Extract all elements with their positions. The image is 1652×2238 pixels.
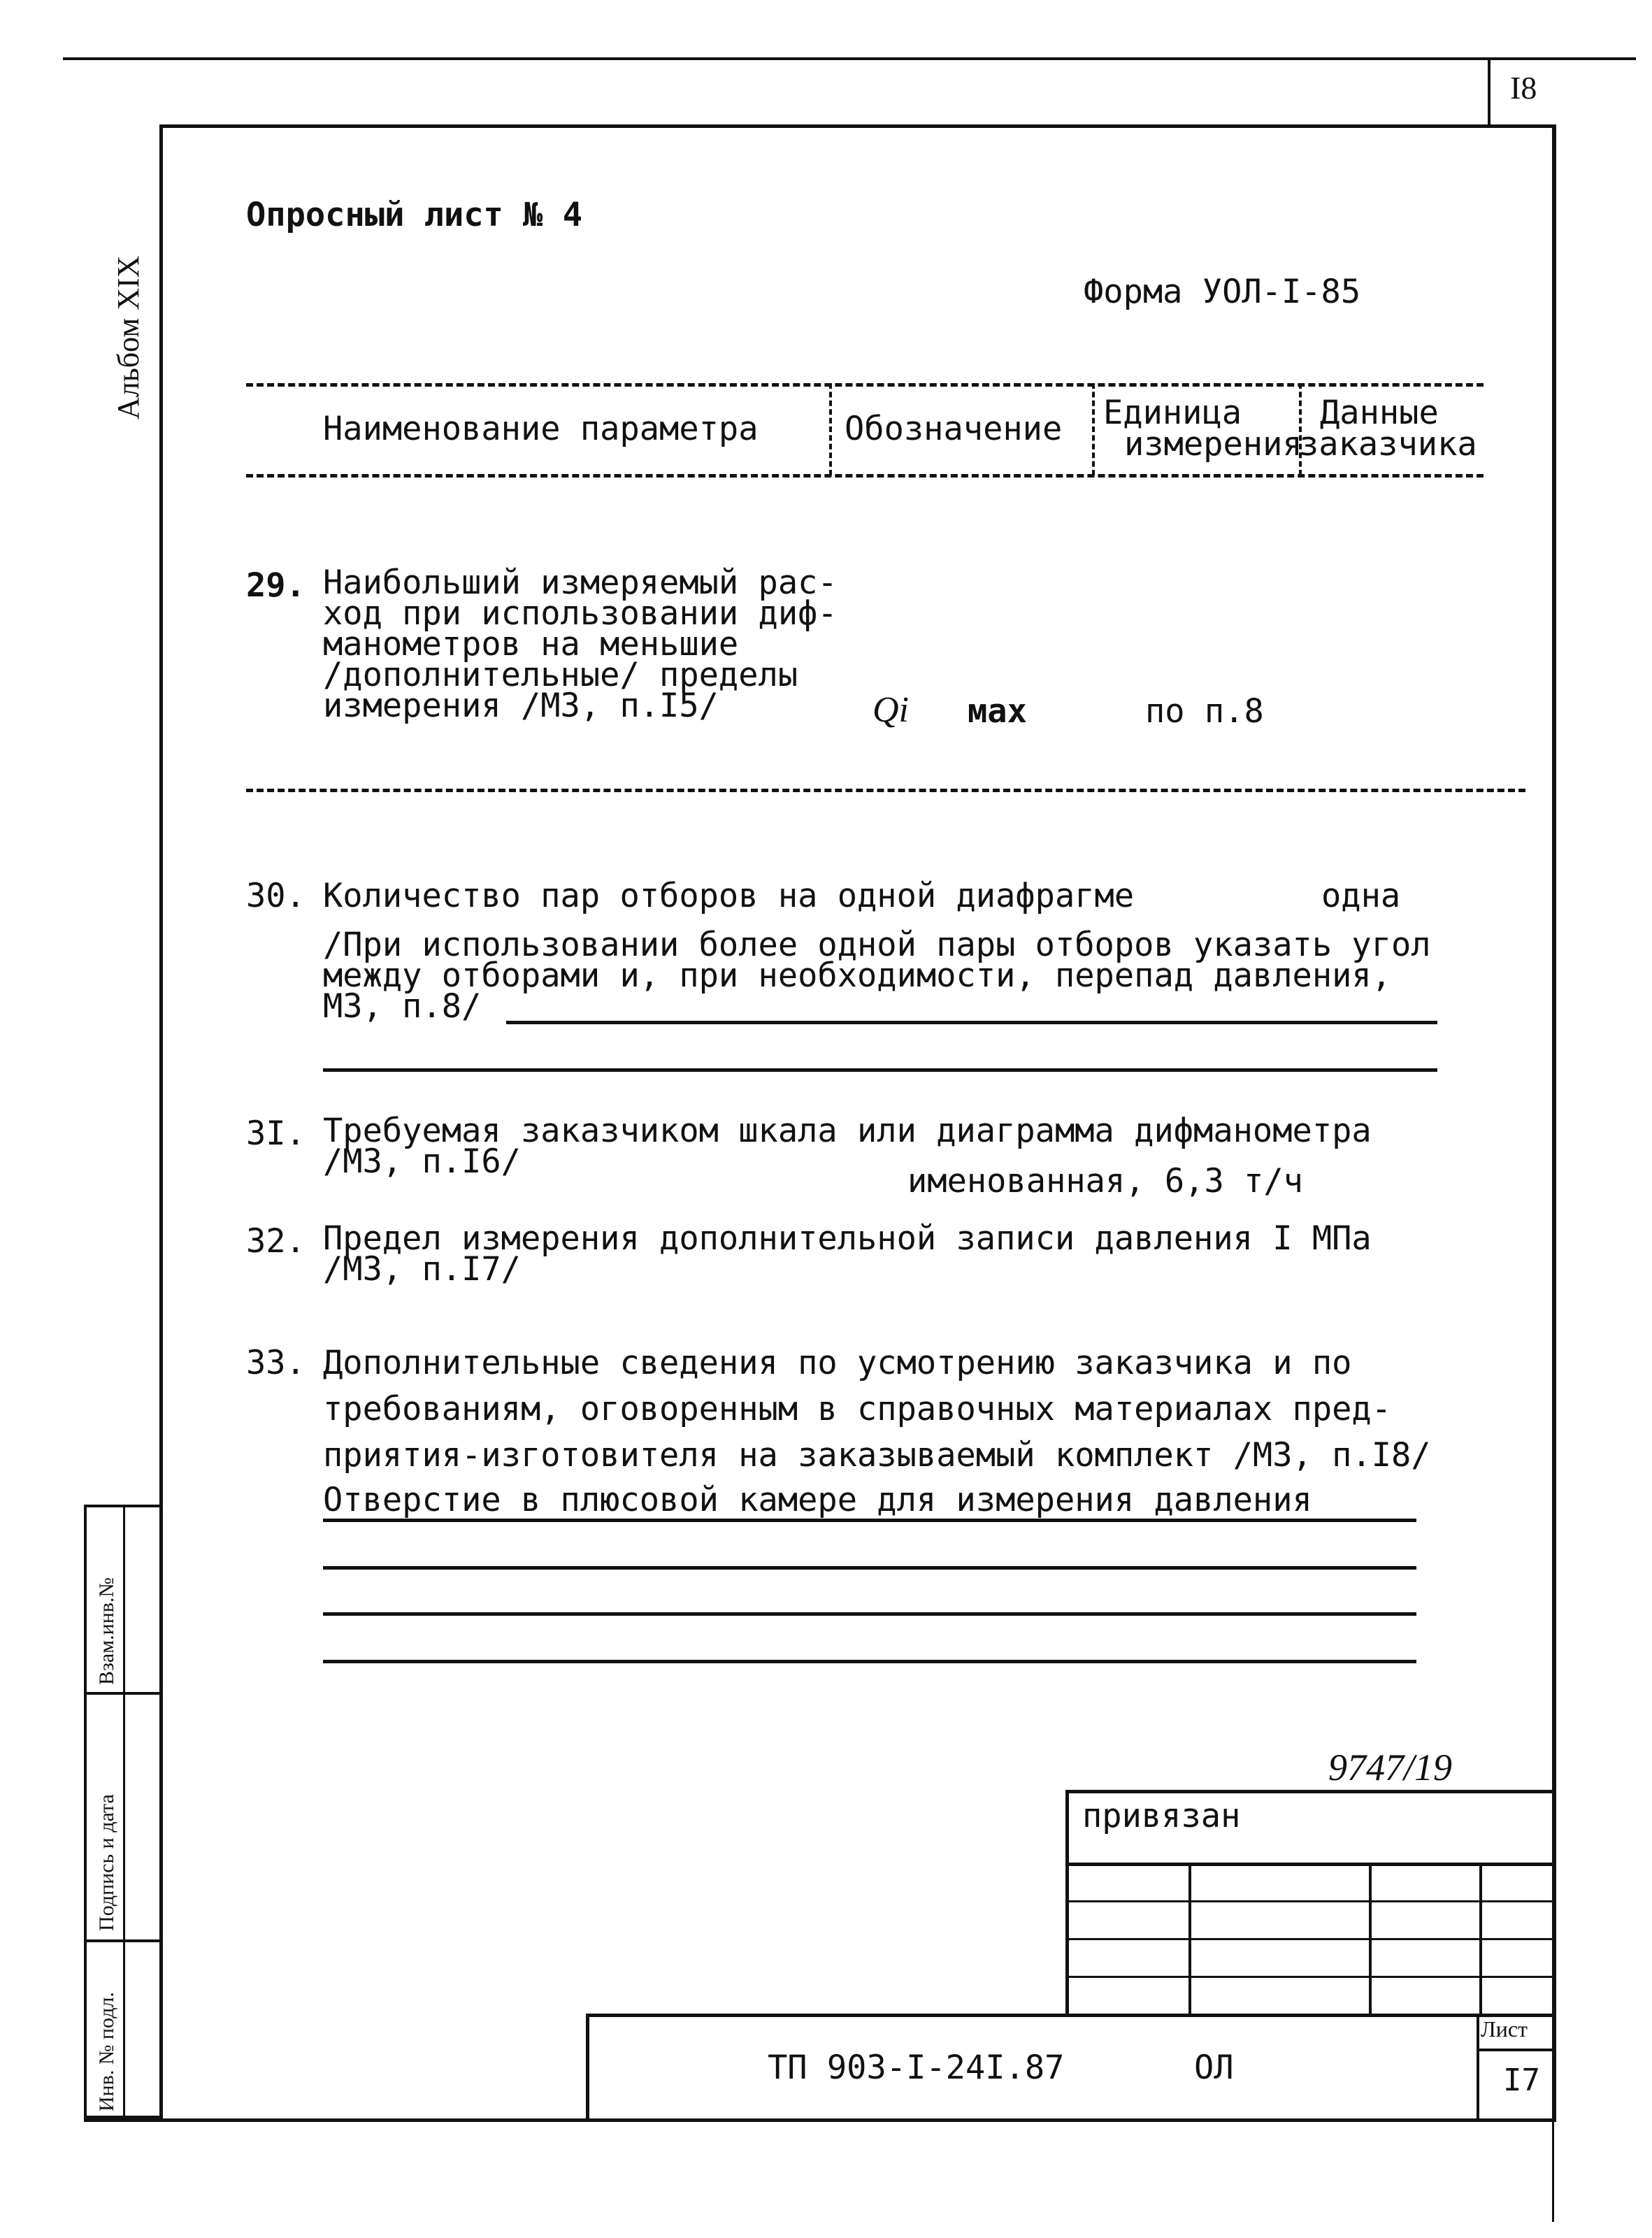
stamp-sheet-label: Лист bbox=[1481, 2016, 1528, 2042]
page-number: I8 bbox=[1510, 70, 1537, 106]
stamp-suffix: ОЛ bbox=[1194, 2049, 1234, 2087]
item-33-text-4: Отверстие в плюсовой камере для измерения давления bbox=[323, 1481, 1312, 1519]
side-label-inv-podl: Инв. № подл. bbox=[95, 1992, 118, 2111]
header-top-rule bbox=[246, 383, 1484, 387]
stamp-privyazan: привязан bbox=[1082, 1797, 1241, 1835]
item-29-symbol: Qi bbox=[872, 690, 909, 730]
item-29-symbol-suffix: мах bbox=[968, 692, 1027, 731]
top-rule bbox=[63, 57, 1636, 60]
item-33-text-2: требованиям, оговоренным в справочных материалах пред- bbox=[323, 1390, 1392, 1428]
stamp-code: ТП 903-I-24I.87 bbox=[768, 2049, 1065, 2087]
item-31-number: 3I. bbox=[246, 1114, 306, 1153]
item-33-fill-line-4 bbox=[323, 1660, 1416, 1663]
header-bottom-rule bbox=[246, 474, 1484, 478]
side-label-inv-vzam: Взам.инв.№ bbox=[95, 1577, 118, 1685]
item-33-fill-line-1 bbox=[323, 1519, 1416, 1522]
code-block-left-line bbox=[586, 2014, 589, 2120]
item-29-text-4: /дополнительные/ пределы bbox=[323, 656, 798, 694]
item-33-fill-line-3 bbox=[323, 1612, 1416, 1616]
sheet-divider-h bbox=[1477, 2049, 1552, 2051]
item-30-fill-line-1 bbox=[506, 1021, 1437, 1024]
page-title: Опросный лист № 4 bbox=[246, 196, 583, 234]
item-30-fill-line-2 bbox=[323, 1068, 1437, 1072]
stamp-sheet-number: I7 bbox=[1503, 2063, 1540, 2098]
item-33-number: 33. bbox=[246, 1344, 306, 1382]
header-col-unit-1: Единица bbox=[1103, 394, 1242, 432]
stamp-left-line bbox=[1065, 1790, 1069, 2015]
item-31-text-2: /МЗ, п.I6/ bbox=[323, 1142, 521, 1181]
header-col-symbol: Обозначение bbox=[845, 410, 1063, 448]
item-29-number: 29. bbox=[246, 566, 306, 605]
item-29-text-3: манометров на меньшие bbox=[323, 625, 739, 663]
item-30-value: одна bbox=[1321, 877, 1401, 915]
item-31-text-1: Требуемая заказчиком шкала или диаграмма дифманометра bbox=[323, 1112, 1372, 1150]
item-30-text-2: /При использовании более одной пары отборов указать угол bbox=[323, 926, 1431, 964]
side-stamp-divider-1 bbox=[84, 1692, 159, 1695]
stamp-grid-v3 bbox=[1479, 1863, 1482, 2015]
header-col-customer-1: Данные bbox=[1320, 394, 1439, 432]
page-number-box-left bbox=[1488, 57, 1491, 126]
item-30-text-1: Количество пар отборов на одной диафрагме bbox=[323, 877, 1135, 915]
header-col-unit-2: измерения bbox=[1124, 425, 1302, 464]
separator-after-29 bbox=[246, 789, 1525, 792]
stamp-grid-v2 bbox=[1369, 1863, 1372, 2015]
code-block-top-line bbox=[586, 2014, 1552, 2017]
handwritten-number: 9747/19 bbox=[1328, 1746, 1453, 1788]
form-label: Форма УОЛ-I-85 bbox=[1084, 273, 1361, 311]
item-29-unit: по п.8 bbox=[1145, 692, 1264, 731]
stamp-top-line bbox=[1065, 1790, 1552, 1793]
header-divider-1 bbox=[829, 383, 832, 475]
header-col-name: Наименование параметра bbox=[323, 410, 759, 448]
item-29-text-1: Наибольший измеряемый рас- bbox=[323, 564, 838, 602]
item-32-number: 32. bbox=[246, 1222, 306, 1261]
item-30-number: 30. bbox=[246, 877, 306, 915]
item-31-value: именованная, 6,3 т/ч bbox=[907, 1162, 1303, 1200]
side-stamp-divider-2 bbox=[84, 1939, 159, 1942]
item-30-text-4: МЗ, п.8/ bbox=[323, 987, 482, 1026]
side-stamp-inner-line bbox=[123, 1505, 125, 2118]
item-30-text-3: между отборами и, при необходимости, перепад давления, bbox=[323, 956, 1392, 995]
item-32-text-1: Предел измерения дополнительной записи давления I МПа bbox=[323, 1219, 1372, 1258]
side-label-podpis: Подпись и дата bbox=[95, 1794, 118, 1931]
bottom-frame-line bbox=[84, 2118, 1552, 2122]
item-29-text-2: ход при использовании диф- bbox=[323, 594, 838, 633]
stamp-grid-v1 bbox=[1188, 1863, 1191, 2015]
item-33-fill-line-2 bbox=[323, 1566, 1416, 1570]
item-29-text-5: измерения /МЗ, п.I5/ bbox=[323, 687, 719, 725]
sheet-divider-v bbox=[1477, 2014, 1479, 2120]
album-label: Альбом XIX bbox=[111, 255, 145, 419]
header-col-customer-2: заказчика bbox=[1299, 425, 1477, 464]
item-33-text-3: приятия-изготовителя на заказываемый комплект /МЗ, п.I8/ bbox=[323, 1436, 1431, 1475]
item-32-text-2: /МЗ, п.I7/ bbox=[323, 1250, 521, 1289]
header-divider-2 bbox=[1092, 383, 1095, 475]
item-33-text-1: Дополнительные сведения по усмотрению заказчика и по bbox=[323, 1344, 1352, 1382]
right-edge-line bbox=[1552, 124, 1554, 2222]
